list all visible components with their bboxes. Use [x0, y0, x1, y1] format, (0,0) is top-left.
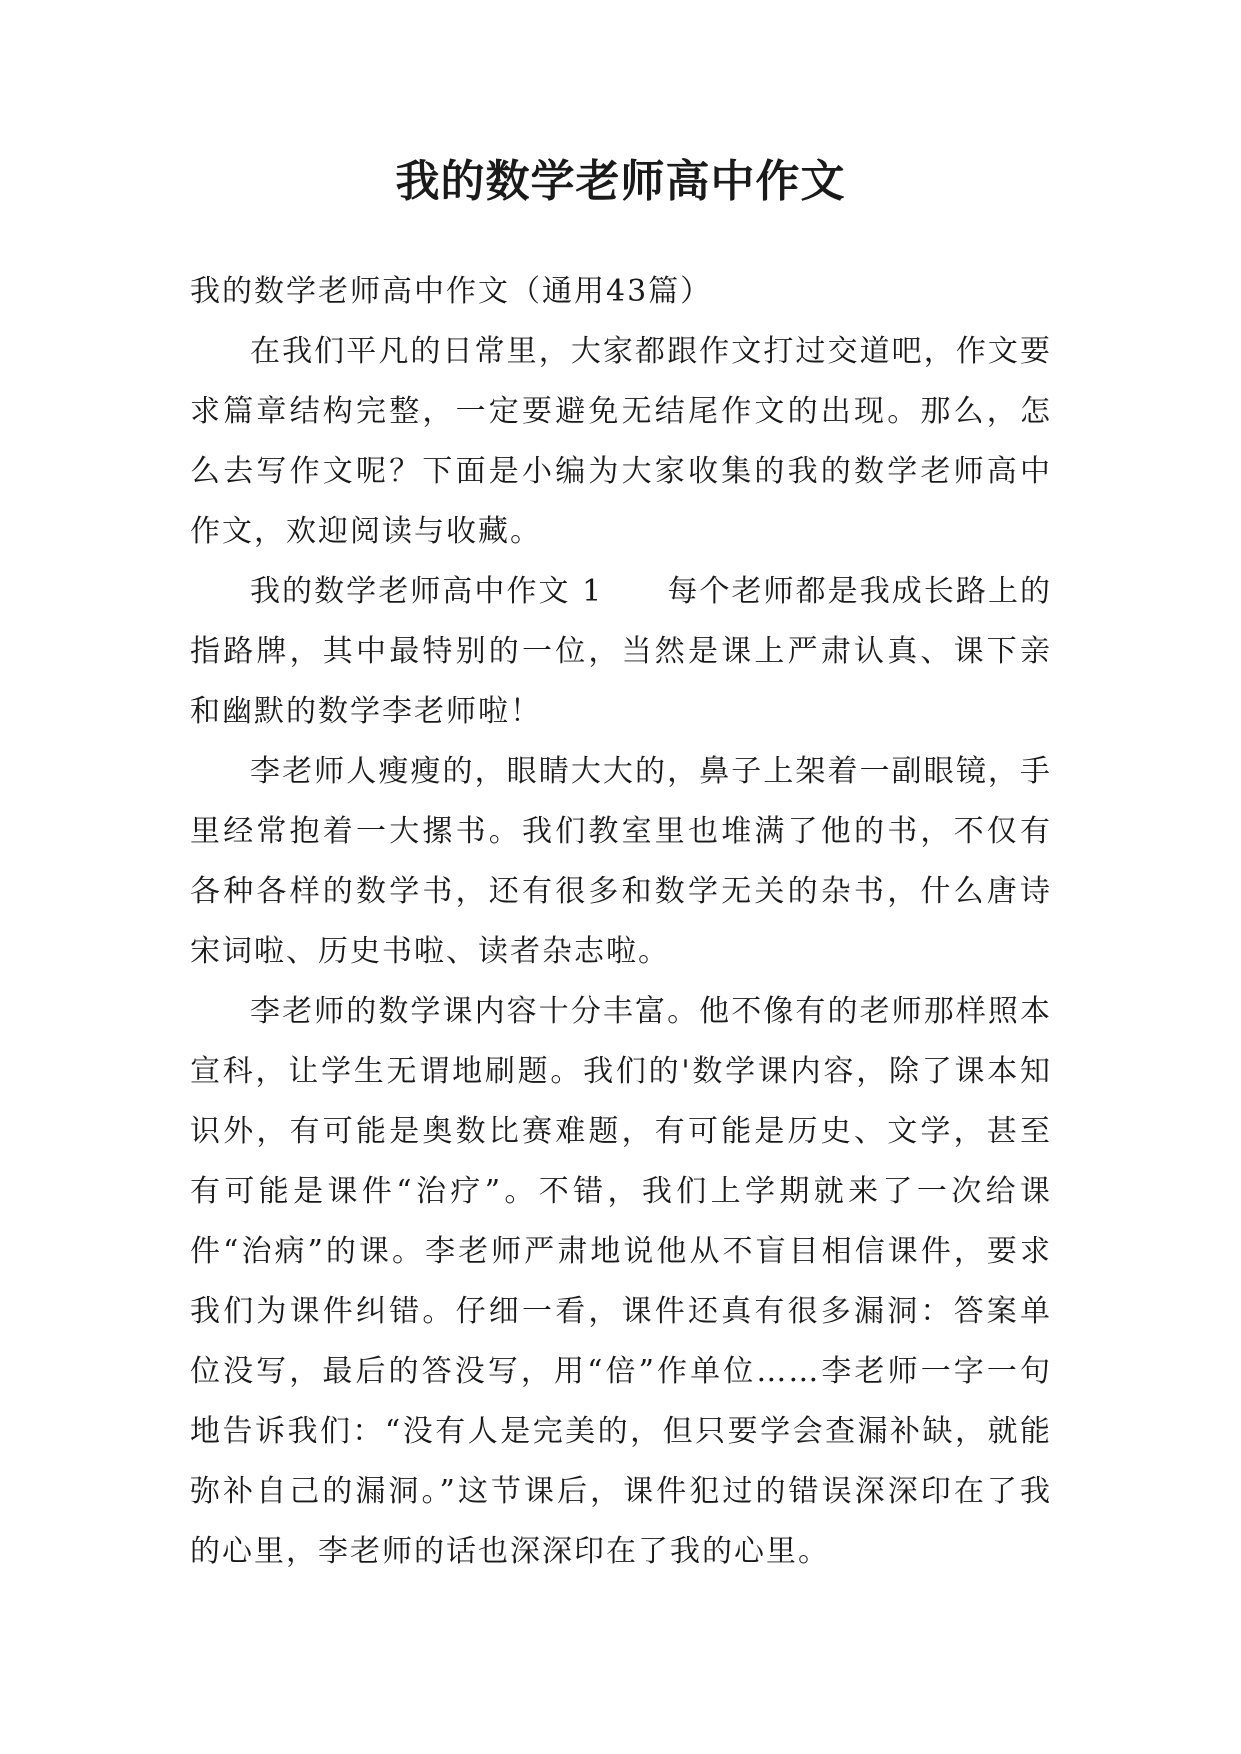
essay-1-paragraph-2: 李老师人瘦瘦的，眼睛大大的，鼻子上架着一副眼镜，手里经常抱着一大摞书。我们教室里也堆满了他的书，不仅有各种各样的数学书，还有很多和数学无关的杂书，什么唐诗宋词啦、历史书啦、读者杂志啦。	[190, 754, 1052, 969]
essay-1-paragraph-3: 李老师的数学课内容十分丰富。他不像有的老师那样照本宣科，让学生无谓地刷题。我们的'数学课内容，除了课本知识外，有可能是奥数比赛难题，有可能是历史、文学，甚至有可能是课件“治疗”。不错，我们上学期就来了一次给课件“治病”的课。李老师严肃地说他从不盲目相信课件，要求我们为课件纠错。仔细一看，课件还真有很多漏洞：答案单位没写，最后的答没写，用“倍”作单位……李老师一字一句地告诉我们：“没有人是完美的，但只要学会查漏补缺，就能弥补自己的漏洞。”这节课后，课件犯过的错误深深印在了我的心里，李老师的话也深深印在了我的心里。	[190, 994, 1052, 1569]
document-body	[190, 262, 1052, 1582]
essay-1-paragraph-1: 我的数学老师高中作文 1 每个老师都是我成长路上的指路牌，其中最特别的一位，当然是课上严肃认真、课下亲和幽默的数学李老师啦！	[190, 574, 1052, 729]
document-title: 我的数学老师高中作文	[395, 156, 846, 207]
intro-paragraph: 在我们平凡的日常里，大家都跟作文打过交道吧，作文要求篇章结构完整，一定要避免无结尾作文的出现。那么，怎么去写作文呢？下面是小编为大家收集的我的数学老师高中作文，欢迎阅读与收藏。	[190, 334, 1052, 549]
subtitle-paragraph: 我的数学老师高中作文（通用43篇）	[190, 274, 713, 309]
